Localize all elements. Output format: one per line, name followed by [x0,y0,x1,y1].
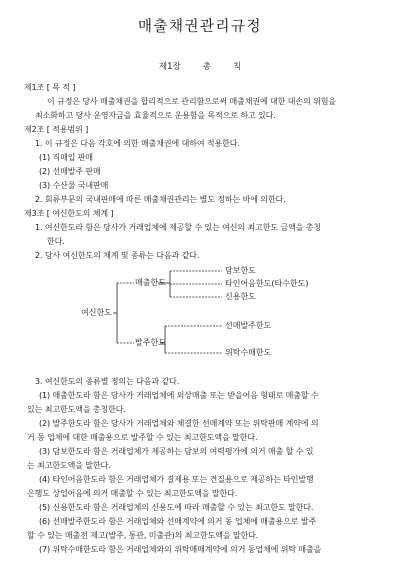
definition-line-6: 는 최고한도액을 말한다. [27,461,111,470]
article-2-para-1: 1. 이 규정은 다음 각호에 의한 매출채권에 대하여 적용한다. [35,139,240,148]
chapter-word-1: 총 [202,62,211,72]
diagram-leaf-3: 신용한도 [225,292,256,301]
article-3-para-1b: 한다. [47,237,65,246]
definition-line-4: 거 동 업체에 대한 매출용으로 발주할 수 있는 최고한도액을 말한다. [27,433,258,442]
document-title: 매출채권관리규정 [137,19,263,35]
definition-line-5: (3) 담보한도라 함은 거래업체가 제공하는 담보의 여력평가에 의거 매출 할 수 있 [39,447,314,456]
article-2-item-2: (2) 선매발주 판매 [39,167,101,176]
definitions-intro: 3. 여신한도의 종류별 정의는 다음과 같다. [35,377,180,386]
article-1-heading: 제1조 [ 목 적 ] [24,83,76,92]
definition-line-3: (2) 발주한도라 함은 당사가 거래업체와 체결한 선매계약 또는 위탁판매 계약에 의 [39,419,319,428]
definition-line-2: 있는 최고한도액을 총칭한다. [27,405,126,414]
diagram-leaf-2: 타인어음한도(타수한도) [225,279,309,288]
diagram-order-label: 발주한도 [135,338,166,347]
article-1-line-2: 최소화하고 당사 운영자금을 효율적으로 운용함을 목적으로 하고 있다. [35,111,276,120]
article-2-item-1: (1) 직매입 판매 [39,153,94,162]
diagram-sales-label: 매출한도 [135,278,166,287]
chapter-number: 제1장 [158,62,181,72]
diagram-leaf-1: 담보한도 [225,266,256,275]
definition-line-12: (7) 위탁수매한도라 함은 거래업체와의 위탁매매계약에 의거 동업체에 위탁 매출을 [39,545,322,554]
chapter-word-2: 칙 [232,62,242,72]
article-2-para-2: 2. 회류부문의 국내판매에 따른 매출채권관리는 별도 정하는 바에 의한다. [35,195,286,204]
definition-line-11: 할 수 있는 매출전 재고(발주, 통관, 미출관)의 최고한도액을 말한다. [27,531,259,540]
article-1-line-1: 이 규정은 당사 매출채권을 합리적으로 관리함으로써 매출채권에 대한 대손의 위험을 [47,97,336,106]
definition-line-7: (4) 타인어음한도라 함은 거래업체가 결제용 또는 견질용으로 제공하는 타인발행 [39,475,314,484]
diagram-leaf-4: 선매발주한도 [225,321,272,330]
definition-line-10: (6) 선매발주한도라 함은 거래업체와 선매계약에 의거 동 업체에 매출용으로 발주 [39,517,317,526]
diagram-leaf-5: 위탁수매한도 [225,348,272,357]
article-2-heading: 제2조 [ 적용범위 ] [24,125,89,134]
article-2-item-3: (3) 수산물 국내판매 [39,181,109,190]
definition-line-1: (1) 매출한도라 함은 당사가 거래업체에 외상매출 또는 받을어음 형태로 매출할 수 [39,391,319,400]
definition-line-8: 은행도 상업어음에 의거 매출할 수 있는 최고한도액을 말한다. [27,489,238,498]
article-3-heading: 제3조 [ 여신한도의 체계 ] [24,209,114,218]
article-3-para-1a: 1. 여신한도라 함은 당사가 거래업체에 제공할 수 있는 여신의 최고한도 금액을 총칭 [35,223,322,232]
article-3-para-2: 2. 당사 여신한도의 체계 및 종류는 다음과 같다. [35,251,200,260]
definition-line-9: (5) 신용한도라 함은 거래업체의 신용도에 따라 매출할 수 있는 최고한도 말한다. [39,503,314,512]
diagram-root-label: 여신한도 [81,308,112,317]
